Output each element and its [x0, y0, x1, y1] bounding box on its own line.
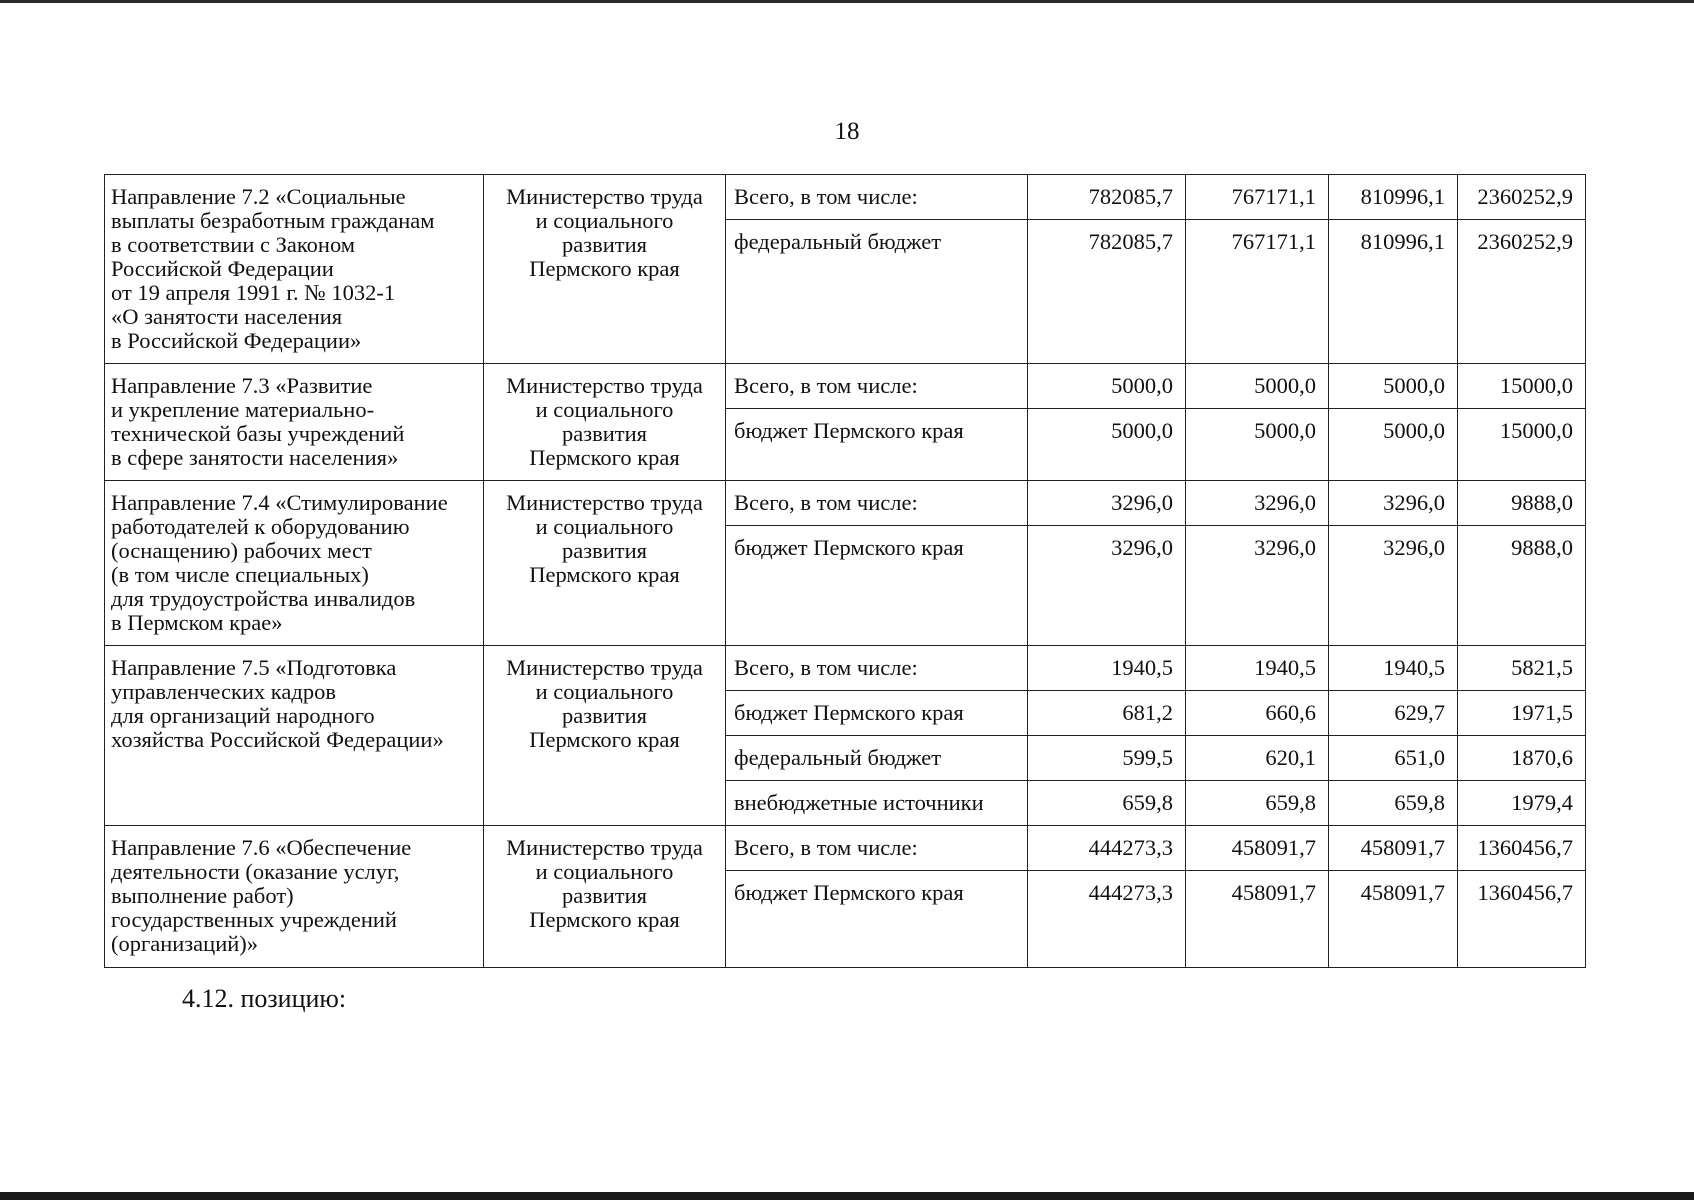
- direction-line: выполнение работ): [111, 883, 294, 908]
- direction-line: Направление 7.3 «Развитие: [111, 373, 373, 398]
- responsible-line: развития: [561, 883, 647, 908]
- total-cell: 1971,5: [1458, 691, 1586, 736]
- amount-cell-v2: 5000,0: [1186, 364, 1329, 409]
- total-cell: 1360456,7: [1458, 826, 1586, 871]
- funding-table: [104, 174, 1586, 968]
- amount-cell-v3: 629,7: [1329, 691, 1458, 736]
- amount-cell-v1: 3296,0: [1028, 526, 1186, 646]
- total-cell: 1870,6: [1458, 736, 1586, 781]
- responsible-line: Министерство труда: [506, 490, 703, 515]
- responsible-line: и социального: [535, 208, 674, 233]
- amount-cell-v1: 659,8: [1028, 781, 1186, 826]
- direction-line: для организаций народного: [111, 703, 375, 728]
- direction-line: Направление 7.2 «Социальные: [111, 184, 406, 209]
- amount-cell-v3: 5000,0: [1329, 364, 1458, 409]
- direction-line: работодателей к оборудованию: [111, 514, 410, 539]
- direction-line: (оснащению) рабочих мест: [111, 538, 372, 563]
- direction-line: хозяйства Российской Федерации»: [111, 727, 444, 752]
- total-cell: 15000,0: [1458, 364, 1586, 409]
- direction-line: (организаций)»: [111, 931, 259, 956]
- total-cell: 2360252,9: [1458, 175, 1586, 220]
- amount-cell-v3: 458091,7: [1329, 871, 1458, 968]
- direction-line: от 19 апреля 1991 г. № 1032-1: [111, 280, 396, 305]
- total-cell: 15000,0: [1458, 409, 1586, 481]
- amount-cell-v1: 5000,0: [1028, 409, 1186, 481]
- responsible-line: развития: [561, 421, 647, 446]
- direction-line: Направление 7.6 «Обеспечение: [111, 835, 412, 860]
- amount-cell-v2: 458091,7: [1186, 826, 1329, 871]
- amount-cell-v1: 681,2: [1028, 691, 1186, 736]
- amount-cell-v2: 1940,5: [1186, 646, 1329, 691]
- total-cell: 1360456,7: [1458, 871, 1586, 968]
- funding-source-cell: Всего, в том числе:: [726, 481, 1028, 526]
- amount-cell-v2: 458091,7: [1186, 871, 1329, 968]
- responsible-line: Пермского края: [529, 907, 680, 932]
- responsible-line: Пермского края: [529, 727, 680, 752]
- amount-cell-v1: 782085,7: [1028, 220, 1186, 364]
- responsible-line: Министерство труда: [506, 373, 703, 398]
- amount-cell-v2: 5000,0: [1186, 409, 1329, 481]
- amount-cell-v2: 659,8: [1186, 781, 1329, 826]
- direction-cell: [105, 364, 484, 481]
- responsible-line: и социального: [535, 859, 674, 884]
- responsible-line: развития: [561, 703, 647, 728]
- funding-source-cell: бюджет Пермского края: [726, 409, 1028, 481]
- direction-cell: [105, 481, 484, 646]
- direction-cell: [105, 646, 484, 826]
- direction-line: в соответствии с Законом: [111, 232, 356, 257]
- scan-edge-top: [0, 0, 1694, 3]
- responsible-line: развития: [561, 232, 647, 257]
- funding-source-cell: Всего, в том числе:: [726, 646, 1028, 691]
- funding-source-cell: внебюджетные источники: [726, 781, 1028, 826]
- amount-cell-v2: 620,1: [1186, 736, 1329, 781]
- amount-cell-v3: 651,0: [1329, 736, 1458, 781]
- table-row: [105, 481, 1586, 526]
- table-row: [105, 175, 1586, 220]
- responsible-cell: [484, 826, 726, 968]
- total-cell: 2360252,9: [1458, 220, 1586, 364]
- responsible-line: и социального: [535, 679, 674, 704]
- funding-source-cell: Всего, в том числе:: [726, 364, 1028, 409]
- responsible-line: Пермского края: [529, 445, 680, 470]
- amount-cell-v3: 3296,0: [1329, 526, 1458, 646]
- responsible-line: Пермского края: [529, 256, 680, 281]
- total-cell: 1979,4: [1458, 781, 1586, 826]
- responsible-line: Министерство труда: [506, 835, 703, 860]
- total-cell: 9888,0: [1458, 481, 1586, 526]
- funding-source-cell: федеральный бюджет: [726, 736, 1028, 781]
- amount-cell-v3: 3296,0: [1329, 481, 1458, 526]
- responsible-line: и социального: [535, 397, 674, 422]
- responsible-cell: [484, 646, 726, 826]
- direction-line: и укрепление материально-: [111, 397, 375, 422]
- direction-line: управленческих кадров: [111, 679, 336, 704]
- responsible-line: и социального: [535, 514, 674, 539]
- amount-cell-v1: 782085,7: [1028, 175, 1186, 220]
- funding-source-cell: бюджет Пермского края: [726, 871, 1028, 968]
- direction-line: Российской Федерации: [111, 256, 334, 281]
- direction-line: технической базы учреждений: [111, 421, 405, 446]
- direction-cell: [105, 175, 484, 364]
- amount-cell-v1: 599,5: [1028, 736, 1186, 781]
- amount-cell-v2: 767171,1: [1186, 220, 1329, 364]
- direction-line: для трудоустройства инвалидов: [111, 586, 416, 611]
- direction-line: (в том числе специальных): [111, 562, 369, 587]
- amount-cell-v2: 767171,1: [1186, 175, 1329, 220]
- direction-line: Направление 7.5 «Подготовка: [111, 655, 397, 680]
- amount-cell-v3: 659,8: [1329, 781, 1458, 826]
- total-cell: 9888,0: [1458, 526, 1586, 646]
- responsible-cell: [484, 364, 726, 481]
- table-row: [105, 364, 1586, 409]
- amount-cell-v3: 1940,5: [1329, 646, 1458, 691]
- direction-line: выплаты безработным гражданам: [111, 208, 435, 233]
- amount-cell-v2: 3296,0: [1186, 481, 1329, 526]
- amount-cell-v1: 444273,3: [1028, 826, 1186, 871]
- funding-source-cell: бюджет Пермского края: [726, 691, 1028, 736]
- funding-source-cell: федеральный бюджет: [726, 220, 1028, 364]
- amount-cell-v3: 5000,0: [1329, 409, 1458, 481]
- total-cell: 5821,5: [1458, 646, 1586, 691]
- table-row: [105, 646, 1586, 691]
- direction-cell: [105, 826, 484, 968]
- scan-edge-bottom: [0, 1192, 1694, 1200]
- amount-cell-v2: 660,6: [1186, 691, 1329, 736]
- responsible-cell: [484, 481, 726, 646]
- direction-line: в Российской Федерации»: [111, 328, 362, 353]
- funding-source-cell: бюджет Пермского края: [726, 526, 1028, 646]
- responsible-line: развития: [561, 538, 647, 563]
- amount-cell-v1: 5000,0: [1028, 364, 1186, 409]
- funding-source-cell: Всего, в том числе:: [726, 826, 1028, 871]
- responsible-cell: [484, 175, 726, 364]
- footer-text: 4.12. позицию:: [182, 984, 347, 1013]
- responsible-line: Министерство труда: [506, 655, 703, 680]
- page-number: 18: [834, 118, 860, 145]
- direction-line: государственных учреждений: [111, 907, 397, 932]
- direction-line: в сфере занятости населения»: [111, 445, 399, 470]
- amount-cell-v2: 3296,0: [1186, 526, 1329, 646]
- funding-source-cell: Всего, в том числе:: [726, 175, 1028, 220]
- amount-cell-v1: 1940,5: [1028, 646, 1186, 691]
- responsible-line: Министерство труда: [506, 184, 703, 209]
- responsible-line: Пермского края: [529, 562, 680, 587]
- direction-line: деятельности (оказание услуг,: [111, 859, 400, 884]
- direction-line: «О занятости населения: [111, 304, 343, 329]
- amount-cell-v3: 810996,1: [1329, 220, 1458, 364]
- amount-cell-v1: 3296,0: [1028, 481, 1186, 526]
- direction-line: Направление 7.4 «Стимулирование: [111, 490, 448, 515]
- table-row: [105, 826, 1586, 871]
- amount-cell-v3: 458091,7: [1329, 826, 1458, 871]
- direction-line: в Пермском крае»: [111, 610, 283, 635]
- amount-cell-v3: 810996,1: [1329, 175, 1458, 220]
- amount-cell-v1: 444273,3: [1028, 871, 1186, 968]
